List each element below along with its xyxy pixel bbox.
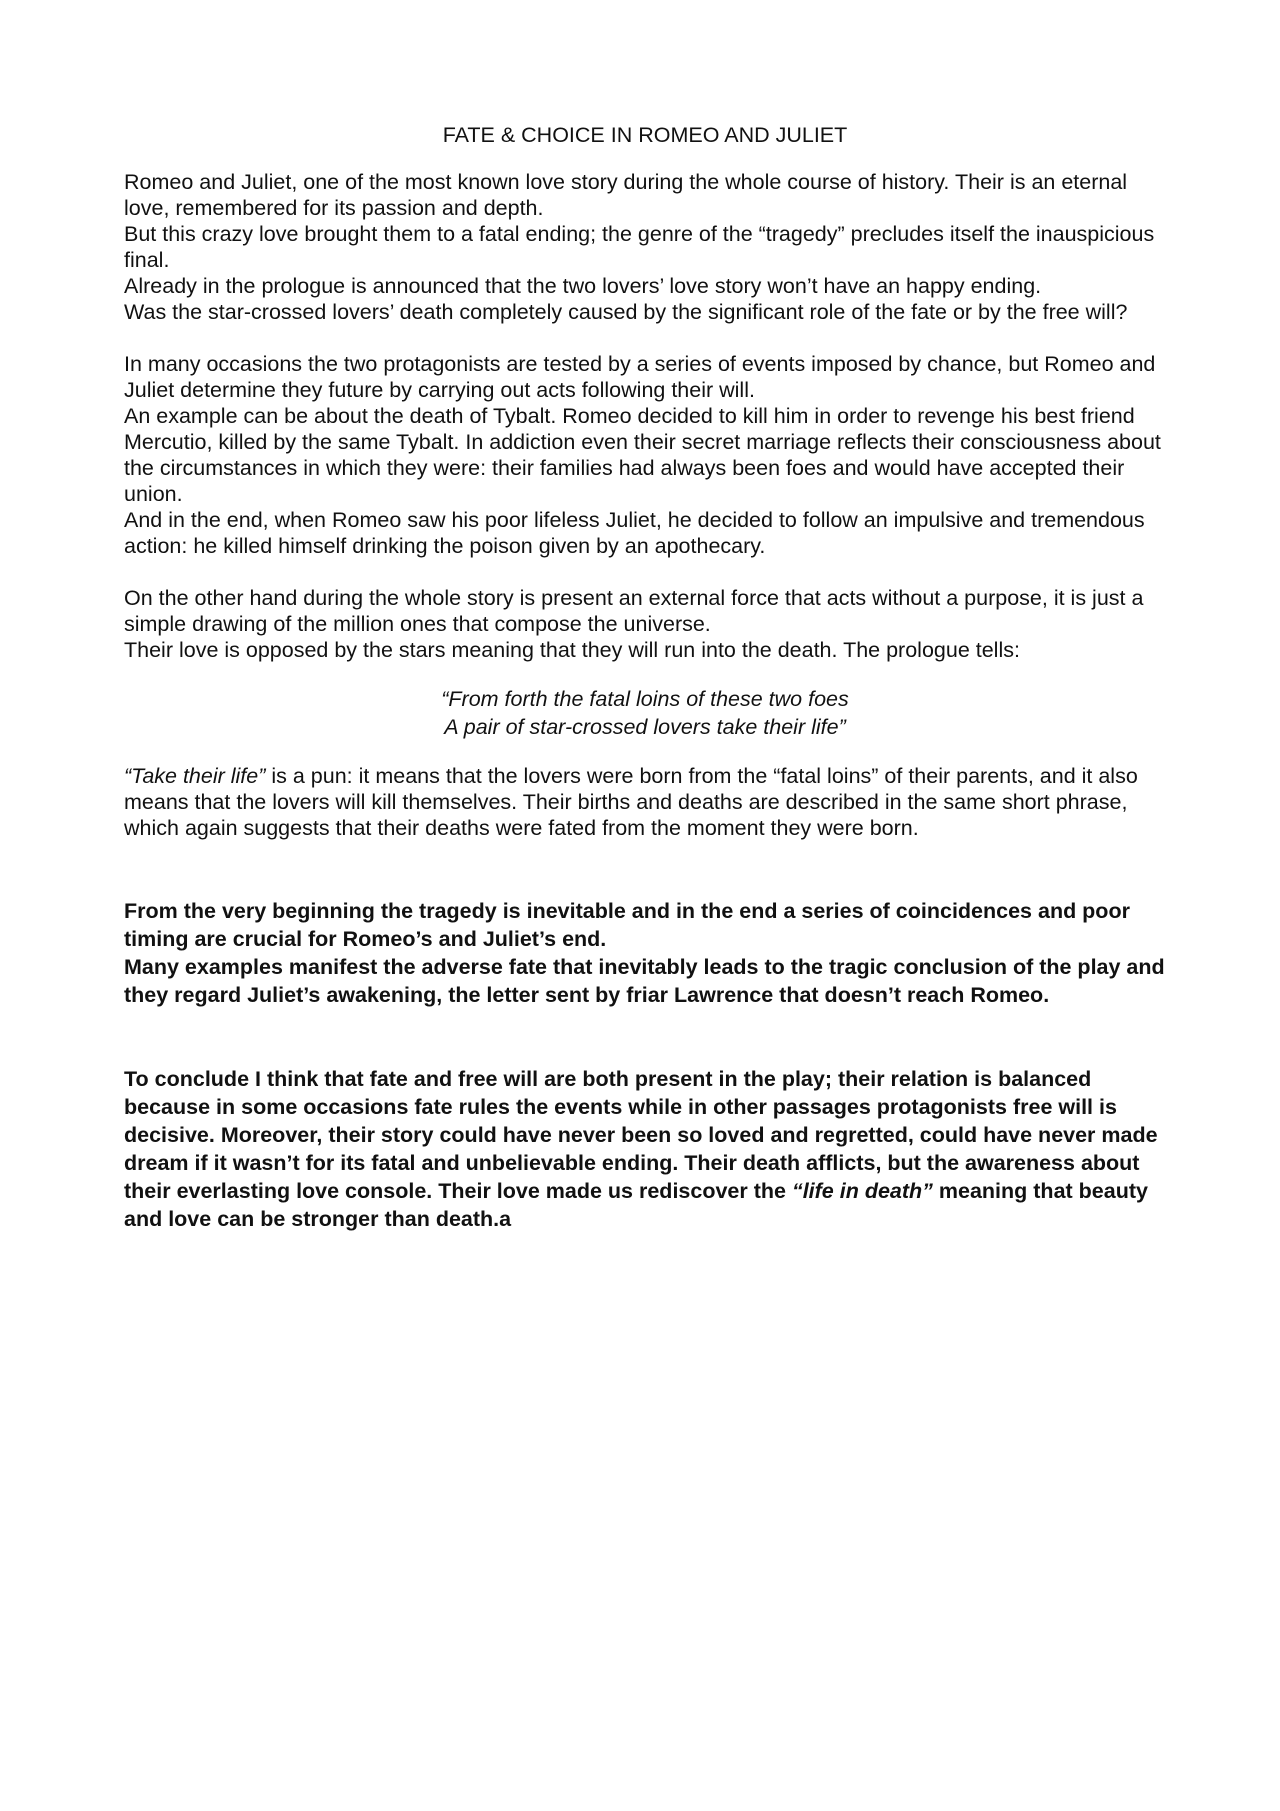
pun-paragraph bbox=[124, 763, 1166, 841]
paragraph-gap bbox=[124, 325, 1166, 351]
conclusion-paragraph bbox=[124, 1065, 1166, 1233]
paragraph-gap bbox=[124, 741, 1166, 763]
conclusion-emphasis: “life in death” bbox=[791, 1179, 933, 1203]
conclusion-part-1: To conclude I think that fate and free will are both present in the play; their relation is balanced because in some occasions fate rules the events while in other passages protagonists free will is decisive. Moreover, their story could have never been so loved and regretted, could have never made dream if it wasn’t for its fatal and unbelievable ending. Their death afflicts, but the awareness about their everlasting love console. Their love made us rediscover the bbox=[124, 1067, 1158, 1203]
intro-line-2: But this crazy love brought them to a fatal ending; the genre of the “tragedy” precludes itself the inauspicious final. bbox=[124, 222, 1155, 272]
quote-line-2: A pair of star-crossed lovers take their life” bbox=[444, 715, 846, 739]
document-title: FATE & CHOICE IN ROMEO AND JULIET bbox=[442, 123, 848, 147]
paragraph-gap bbox=[124, 663, 1166, 685]
free-will-line-2: An example can be about the death of Tybalt. Romeo decided to kill him in order to revenge his best friend Mercutio, killed by the same Tybalt. In addiction even their secret marriage reflects their consciousness about the circumstances in which they were: their families had always been foes and would have accepted their union. bbox=[124, 404, 1161, 506]
intro-line-4: Was the star-crossed lovers’ death completely caused by the significant role of the fate or by the free will? bbox=[124, 300, 1128, 324]
inevitable-line-2: Many examples manifest the adverse fate that inevitably leads to the tragic conclusion of the play and they regard Juliet’s awakening, the letter sent by friar Lawrence that doesn’t reach Romeo. bbox=[124, 955, 1165, 1007]
fate-line-1: On the other hand during the whole story is present an external force that acts without a purpose, it is just a simple drawing of the million ones that compose the universe. bbox=[124, 586, 1144, 636]
section-gap bbox=[124, 841, 1166, 897]
fate-line-2: Their love is opposed by the stars meaning that they will run into the death. The prologue tells: bbox=[124, 638, 1020, 662]
inevitable-line-1: From the very beginning the tragedy is inevitable and in the end a series of coincidences and poor timing are crucial for Romeo’s and Juliet’s end. bbox=[124, 899, 1130, 951]
pun-rest: is a pun: it means that the lovers were born from the “fatal loins” of their parents, and it also means that the lovers will kill themselves. Their births and deaths are described in the same short phrase, which again suggests that their deaths were fated from the moment they were born. bbox=[124, 764, 1138, 840]
quote-line-1: “From forth the fatal loins of these two foes bbox=[441, 687, 849, 711]
intro-line-1: Romeo and Juliet, one of the most known love story during the whole course of history. Their is an eternal love, remembered for its passion and depth. bbox=[124, 170, 1128, 220]
paragraph-gap bbox=[124, 559, 1166, 585]
intro-line-3: Already in the prologue is announced that the two lovers’ love story won’t have an happy ending. bbox=[124, 274, 1042, 298]
pun-lead: “Take their life” bbox=[124, 764, 266, 788]
free-will-line-1: In many occasions the two protagonists are tested by a series of events imposed by chance, but Romeo and Juliet determine they future by carrying out acts following their will. bbox=[124, 352, 1156, 402]
free-will-line-3: And in the end, when Romeo saw his poor lifeless Juliet, he decided to follow an impulsive and tremendous action: he killed himself drinking the poison given by an apothecary. bbox=[124, 508, 1145, 558]
section-gap bbox=[124, 1009, 1166, 1065]
conclusion-part-2: meaning that beauty and love can be stronger than death.a bbox=[124, 1179, 1148, 1231]
